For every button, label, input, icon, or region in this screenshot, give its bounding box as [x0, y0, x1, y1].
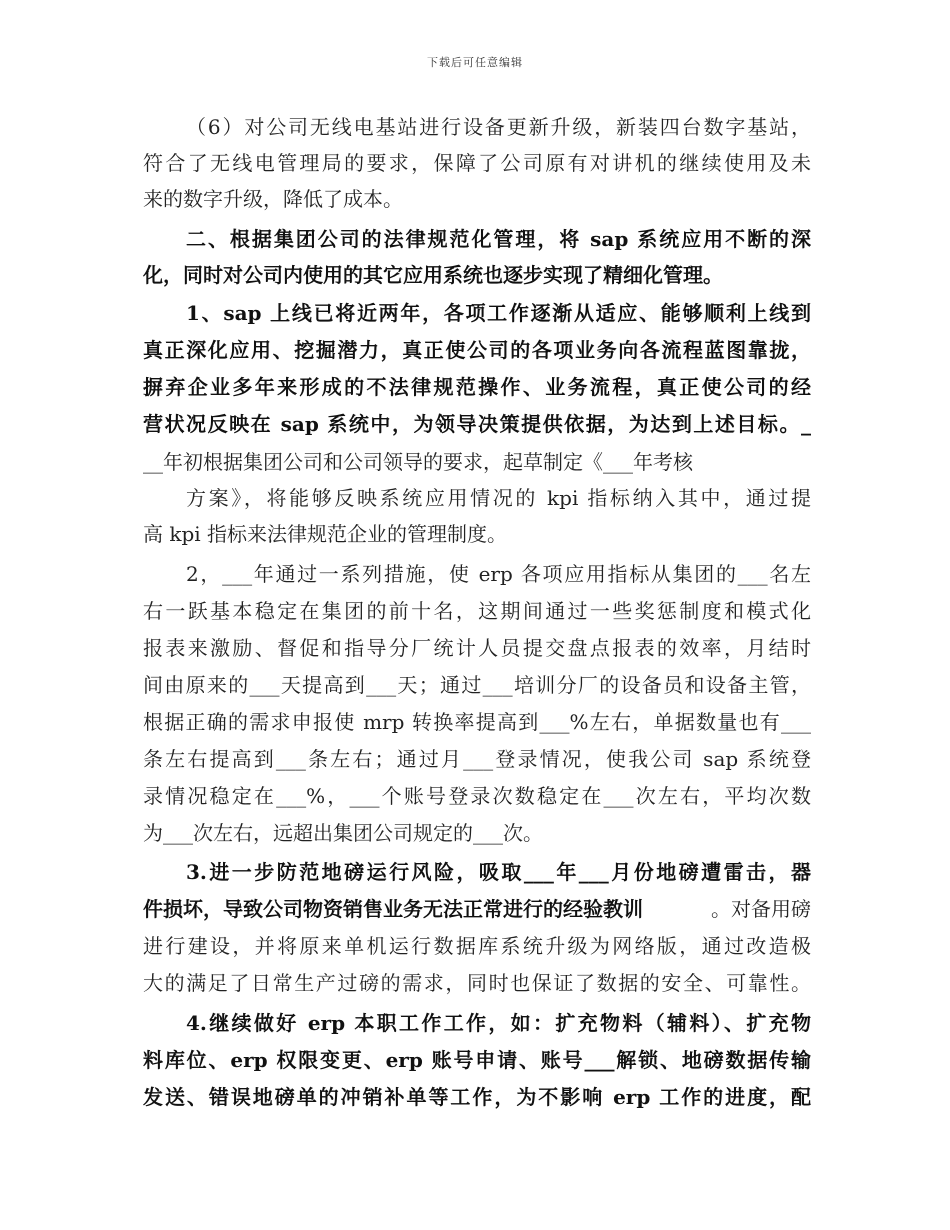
paragraph-line: 4.继续做好 erp 本职工作工作，如：扩充物料（辅料）、扩充物: [186, 1011, 811, 1035]
paragraph-line: 根据正确的需求申报使 mrp 转换率提高到___%左右，单据数量也有___: [143, 710, 811, 734]
bold-fragment: 件损坏，导致公司物资销售业务无法正常进行的经验教训: [143, 897, 643, 921]
section-heading-line: 二、根据集团公司的法律规范化管理，将 sap 系统应用不断的深: [186, 227, 811, 251]
paragraph-line: 摒弃企业多年来形成的不法律规范操作、业务流程，真正使公司的经: [143, 375, 811, 399]
mixed-weight-line: [143, 895, 811, 923]
paragraph-line: 间由原来的___天提高到___天；通过___培训分厂的设备员和设备主管，: [143, 673, 811, 697]
paragraph-line: 右一跃基本稳定在集团的前十名，这期间通过一些奖惩制度和模式化: [143, 599, 811, 623]
paragraph-line: 报表来激励、督促和指导分厂统计人员提交盘点报表的效率，月结时: [143, 636, 811, 660]
paragraph-line: 符合了无线电管理局的要求，保障了公司原有对讲机的继续使用及未: [143, 151, 811, 175]
paragraph-line: 营状况反映在 sap 系统中，为领导决策提供依据，为达到上述目标。_: [143, 412, 811, 436]
paragraph-line: 3.进一步防范地磅运行风险，吸取___年___月份地磅遭雷击，器: [186, 860, 811, 884]
paragraph-line: 大的满足了日常生产过磅的需求，同时也保证了数据的安全、可靠性。: [143, 971, 811, 995]
paragraph-line: 来的数字升级，降低了成本。: [143, 187, 403, 211]
paragraph-line: 料库位、erp 权限变更、erp 账号申请、账号___解锁、地磅数据传输: [143, 1048, 811, 1072]
paragraph-line: 录情况稳定在___%，___个账号登录次数稳定在___次左右，平均次数: [143, 784, 811, 808]
paragraph-line: 真正深化应用、挖掘潜力，真正使公司的各项业务向各流程蓝图靠拢，: [143, 338, 811, 362]
paragraph-line: 1、sap 上线已将近两年，各项工作逐渐从适应、能够顺利上线到: [186, 301, 811, 325]
paragraph-line: （6）对公司无线电基站进行设备更新升级，新装四台数字基站，: [186, 115, 811, 139]
paragraph-line: 进行建设，并将原来单机运行数据库系统升级为网络版，通过改造极: [143, 934, 811, 958]
paragraph-line: 发送、错误地磅单的冲销补单等工作，为不影响 erp 工作的进度，配: [143, 1085, 811, 1109]
paragraph-line: 条左右提高到___条左右；通过月___登录情况，使我公司 sap 系统登: [143, 747, 811, 771]
paragraph-line: 2，___年通过一系列措施，使 erp 各项应用指标从集团的___名左: [186, 562, 811, 586]
paragraph-line: 为___次左右，远超出集团公司规定的___次。: [143, 821, 543, 845]
section-heading-line: 化，同时对公司内使用的其它应用系统也逐步实现了精细化管理。: [143, 263, 723, 287]
paragraph-line: 高 kpi 指标来法律规范企业的管理制度。: [143, 522, 508, 546]
page-header: 下载后可任意编辑: [427, 56, 523, 69]
normal-fragment: 。对备用磅: [711, 897, 811, 921]
paragraph-line: __年初根据集团公司和公司领导的要求，起草制定《___年考核: [143, 450, 693, 474]
paragraph-line: 方案》，将能够反映系统应用情况的 kpi 指标纳入其中，通过提: [186, 486, 811, 510]
